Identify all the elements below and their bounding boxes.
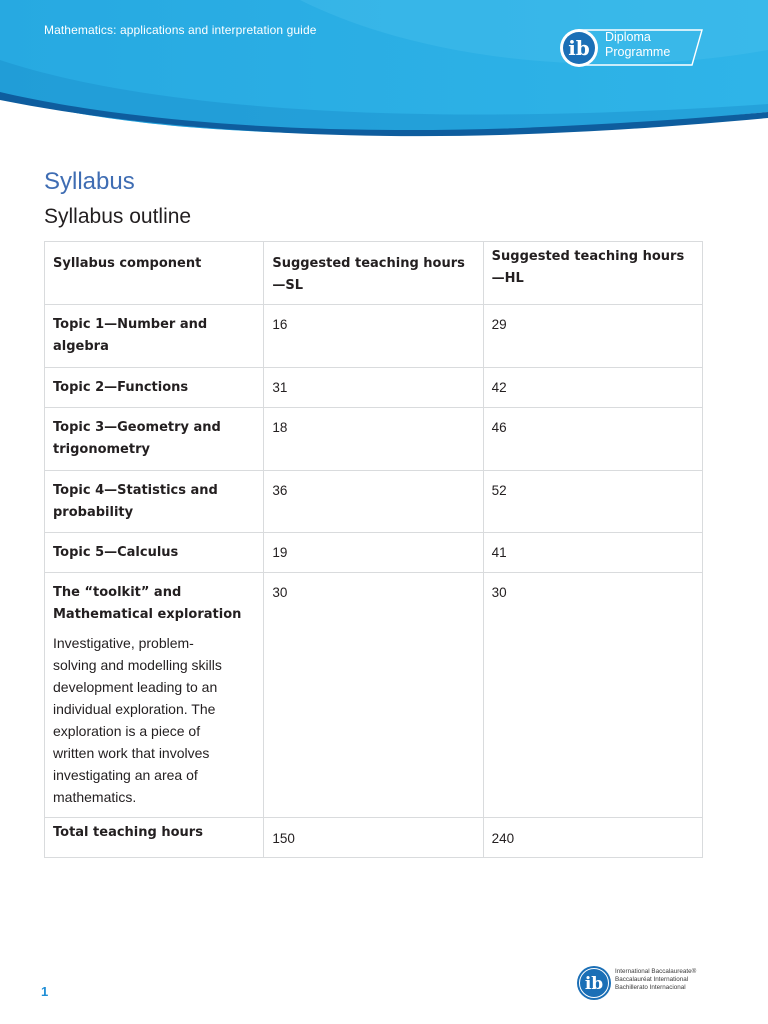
logo-line-diploma: Diploma — [605, 30, 651, 44]
header-component: Syllabus component — [45, 242, 264, 305]
banner-wave-graphic — [0, 0, 768, 140]
total-label: Total teaching hours — [45, 818, 264, 858]
table-row — [45, 408, 703, 471]
subsection-title: Syllabus outline — [44, 205, 192, 228]
row-component: Topic 3—Geometry and trigonometry — [45, 408, 264, 471]
row-hl-hours: 46 — [483, 408, 702, 471]
row-hl-hours: 42 — [483, 368, 702, 408]
logo-line-programme: Programme — [605, 45, 671, 59]
row-component: Topic 2—Functions — [45, 368, 264, 408]
ib-name-fr: Baccalauréat International — [615, 976, 689, 984]
row-sl-hours: 30 — [264, 573, 483, 818]
table-row — [45, 305, 703, 368]
ib-roundel-icon — [576, 965, 612, 1001]
total-sl-hours: 150 — [264, 818, 483, 858]
diploma-programme-text — [605, 30, 670, 60]
row-component: Topic 1—Number and algebra — [45, 305, 264, 368]
table-header-row — [45, 242, 703, 305]
ib-organisation-names — [615, 968, 696, 993]
row-sl-hours: 36 — [264, 471, 483, 533]
table-row — [45, 368, 703, 408]
table-row — [45, 533, 703, 573]
ib-name-es: Bachillerato Internacional — [615, 984, 686, 992]
header-banner — [0, 0, 768, 140]
page-number: 1 — [41, 984, 49, 999]
syllabus-outline-table — [44, 241, 703, 858]
table-total-row — [45, 818, 703, 858]
svg-text:ib: ib — [568, 36, 590, 60]
header-sl-hours: Suggested teaching hours—SL — [264, 242, 483, 305]
toolkit-title: The “toolkit” and Mathematical exploration — [53, 585, 242, 622]
section-title: Syllabus — [44, 168, 135, 195]
table-row — [45, 471, 703, 533]
diploma-programme-logo — [557, 27, 707, 69]
row-sl-hours: 16 — [264, 305, 483, 368]
row-component: Topic 4—Statistics and probability — [45, 471, 264, 533]
row-component — [45, 573, 264, 818]
row-hl-hours: 30 — [483, 573, 702, 818]
ib-name-en: International Baccalaureate® — [615, 968, 697, 975]
row-sl-hours: 18 — [264, 408, 483, 471]
toolkit-description: Investigative, problem-solving and modelling skills development leading to an individual exploration. The exploration is a piece of written work that involves investigating an area of mathematics. — [53, 635, 222, 805]
table-row — [45, 573, 703, 818]
svg-text:ib: ib — [584, 974, 604, 994]
guide-title: Mathematics: applications and interpretation guide — [44, 23, 317, 37]
row-component: Topic 5—Calculus — [45, 533, 264, 573]
row-hl-hours: 52 — [483, 471, 702, 533]
international-baccalaureate-logo — [576, 965, 716, 1001]
row-sl-hours: 31 — [264, 368, 483, 408]
row-sl-hours: 19 — [264, 533, 483, 573]
header-hl-hours: Suggested teaching hours—HL — [483, 242, 702, 305]
total-hl-hours: 240 — [483, 818, 702, 858]
row-hl-hours: 41 — [483, 533, 702, 573]
row-hl-hours: 29 — [483, 305, 702, 368]
